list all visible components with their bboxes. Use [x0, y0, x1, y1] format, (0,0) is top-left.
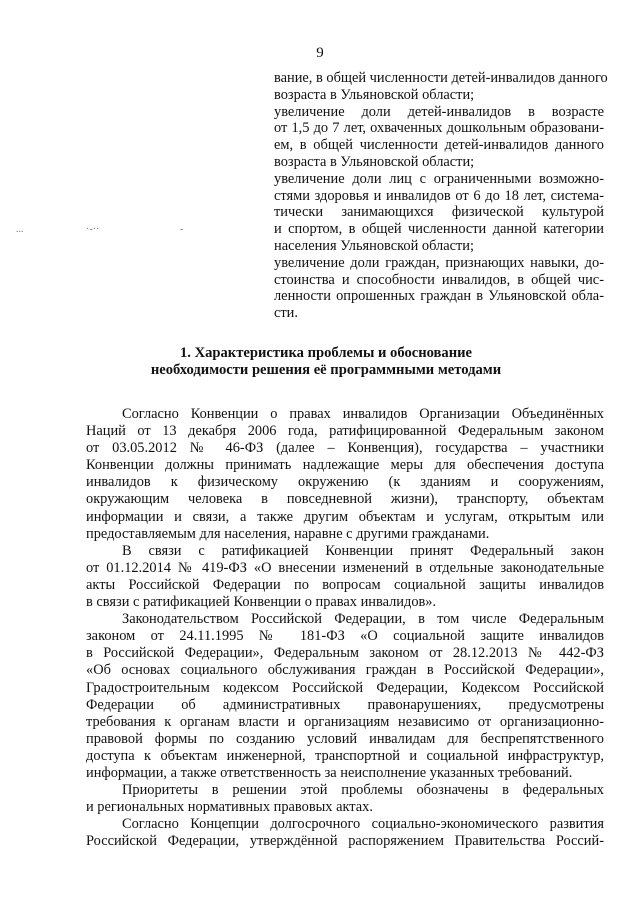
text-line: ем, в общей численности детей-инвалидов данного	[274, 137, 604, 154]
text-line: населения Ульяновской области;	[274, 237, 475, 254]
text-line: от 03.05.2012 № 46-ФЗ (далее – Конвенция), государства – участники	[86, 440, 604, 457]
section-heading-line: 1. Характеристика проблемы и обоснование	[179, 345, 473, 361]
text-line: от 1,5 до 7 лет, охваченных дошкольным образовани-	[274, 120, 604, 137]
text-line: увеличение доли граждан, признающих навыки, до-	[274, 254, 604, 271]
text-line: увеличение доли детей-инвалидов в возрасте	[274, 103, 604, 120]
text-line: возраста в Ульяновской области;	[274, 86, 475, 103]
margin-scan-marks	[14, 224, 214, 236]
text-line: Федерации об административных правонарушениях, предусмотрены	[86, 696, 604, 713]
text-line: и спортом, в общей численности данной категории	[274, 221, 604, 238]
text-line: ленности опрошенных граждан в Ульяновской обла-	[274, 288, 604, 305]
text-line: правовой формы по созданию условий инвалидам для беспрепятственного	[86, 730, 604, 747]
text-line: требования к органам власти и организациям независимо от организационно-	[86, 713, 604, 730]
text-line: стоинства и способности инвалидов, в общей чис-	[274, 271, 604, 288]
text-line: Законодательством Российской Федерации, в том числе Федеральным	[122, 611, 604, 628]
text-line: возраста в Ульяновской области;	[274, 153, 475, 170]
text-line: и региональных нормативных правовых актах.	[86, 799, 373, 816]
text-line: Согласно Конвенции о правах инвалидов Организации Объединённых	[122, 406, 604, 422]
text-line: информации и связи, а также другим объектам и услугам, открытым или	[86, 508, 604, 525]
text-line: инвалидов к физическому окружению (к зданиям и сооружениям,	[86, 474, 604, 491]
text-line: законом от 24.11.1995 № 181-ФЗ «О социальной защите инвалидов	[86, 628, 604, 645]
text-line: окружающим человека в повседневной жизни), транспорту, объектам	[86, 491, 604, 508]
goals-list-continuation	[274, 70, 608, 322]
text-line: Приоритеты в решении этой проблемы обозначены в федеральных	[122, 782, 604, 799]
text-line: Наций от 13 декабря 2006 года, ратифицированной Федеральным законом	[86, 423, 604, 440]
scan-mark: ·-··	[86, 224, 100, 235]
text-line: предоставляемым для населения, наравне с другими гражданами.	[86, 525, 490, 542]
text-line: Градостроительным кодексом Российской Федерации, Кодексом Российской	[86, 679, 604, 696]
text-line: акты Российской Федерации по вопросам социальной защиты инвалидов	[86, 576, 604, 593]
text-line: тически занимающихся физической культурой	[274, 204, 604, 221]
text-line: стями здоровья и инвалидов от 6 до 18 лет, система-	[274, 187, 604, 204]
text-line: В связи с ратификацией Конвенции принят Федеральный закон	[122, 542, 604, 559]
scan-mark: ...	[16, 224, 24, 235]
text-line: в Российской Федерации», Федеральным законом от 28.12.2013 № 442-ФЗ	[86, 645, 604, 662]
text-line: Конвенции должны принимать надлежащие меры для обеспечения доступа	[86, 457, 604, 474]
text-line: сти.	[274, 305, 298, 322]
text-line: Согласно Концепции долгосрочного социально-экономического развития	[122, 816, 604, 833]
body-text	[86, 406, 604, 850]
text-line: от 01.12.2014 № 419-ФЗ «О внесении изменений в отдельные законодательные	[86, 559, 604, 576]
text-line: Российской Федерации, утверждённой распоряжением Правительства Россий-	[86, 833, 604, 850]
scan-mark: -	[180, 224, 184, 235]
text-line: увеличение доли лиц с ограниченными возможно-	[274, 170, 604, 187]
page-number: 9	[316, 45, 324, 61]
text-line: доступа к объектам инженерной, транспортной и социальной инфраструктур,	[86, 747, 604, 764]
text-line: информации, а также ответственность за неисполнение указанных требований.	[86, 764, 573, 781]
text-line: «Об основах социального обслуживания граждан в Российской Федерации»,	[86, 662, 604, 679]
text-line: вание, в общей численности детей-инвалидов данного	[274, 70, 608, 86]
section-heading	[150, 345, 502, 379]
section-heading-line: необходимости решения её программными методами	[150, 362, 502, 378]
text-line: в связи с ратификацией Конвенции о правах инвалидов».	[86, 594, 437, 611]
